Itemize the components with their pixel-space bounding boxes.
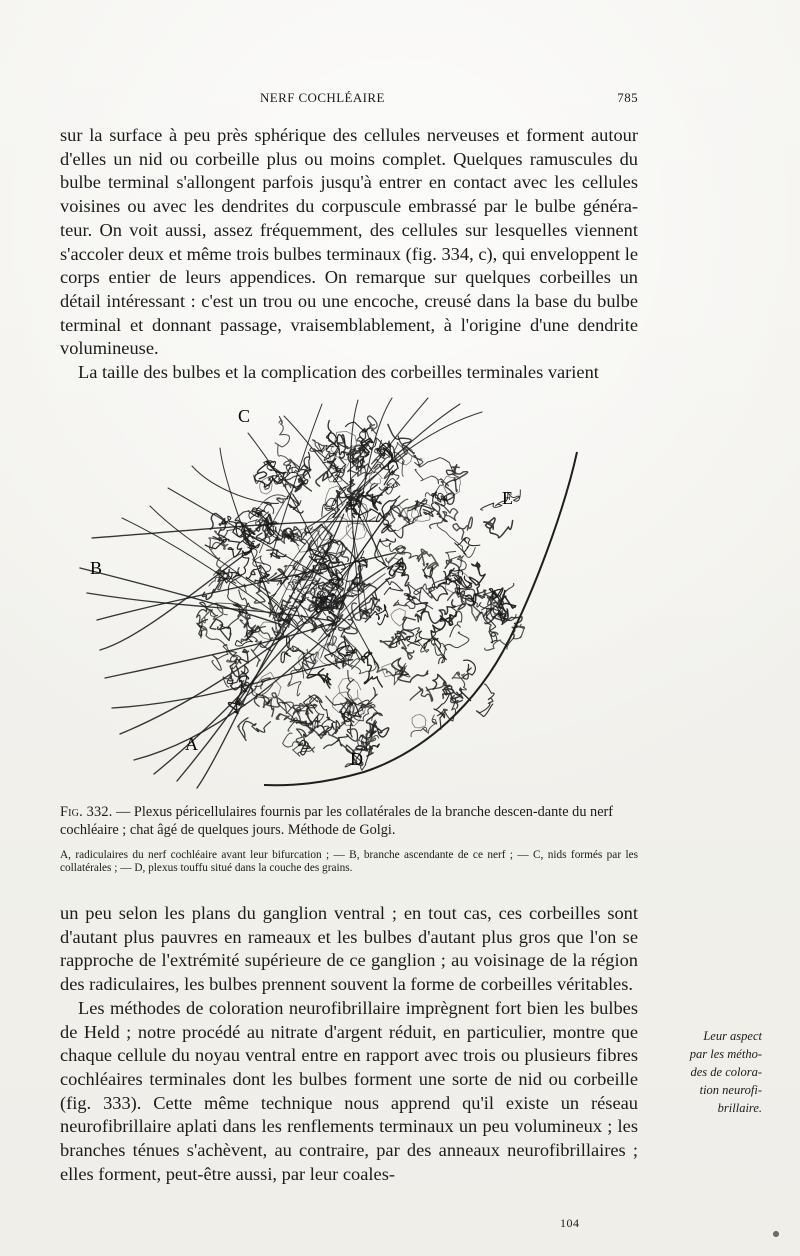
- neurite-segment: [347, 670, 369, 704]
- paragraph: La taille des bulbes et la complication des corbeilles terminales varient: [78, 362, 599, 383]
- cell-nest-outline: [382, 664, 396, 677]
- paragraph-continuation: un peu selon les plans du ganglion ventral ; en tout cas, ces corbeilles sont d'autant plus pauvres en rameaux et les bulbes d'autant plus gros que l'on se rapproche de l'extrémité supérieure de ce ganglion ; au voisinage de la région des radiculaires, les bulbes prennent souvent la forme de corbeilles véritables.: [60, 903, 638, 995]
- figure-label-c: C: [238, 406, 251, 426]
- cochlear-fiber: [192, 466, 279, 503]
- fiber-branch: [216, 603, 287, 621]
- running-title: NERF COCHLÉAIRE: [260, 90, 385, 105]
- neurite-segment: [365, 605, 388, 625]
- paragraph-continuation: sur la surface à peu près sphérique des cellules nerveuses et forment autour d'elles un nid ou corbeille plus ou moins complet. Quelques ramuscules du bulbe terminal s'allongent parfois jusqu'à entrer en contact avec les cellules voisines ou avec les dendrites du corpuscule embrassé par le bulbe généra-teur. On voit aussi, assez fréquemment, des cellules sur lesquelles viennent s'accoler deux et même trois bulbes terminaux (fig. 334, c), qui enveloppent le corps entier de leurs appendices. On remarque sur quelques corbeilles un détail intéressant : c'est un trou ou une encoche, creusé dans la base du bulbe terminal et donnant passage, vraisemblablement, à l'origine d'une dendrite volumineuse.: [60, 125, 638, 359]
- bottom-body-text: [60, 902, 638, 1186]
- neurite-segment: [367, 485, 382, 510]
- figure-label-d: D: [350, 749, 363, 769]
- figure-332: [72, 388, 602, 796]
- cochlear-fiber: [100, 544, 259, 650]
- neurite-segment: [481, 490, 521, 510]
- neurite-segment: [446, 465, 467, 492]
- neurite-segment: [359, 496, 400, 518]
- printer-signature: 104: [560, 1216, 580, 1230]
- neurite-segment: [463, 660, 475, 679]
- figure-label-a: A: [185, 734, 198, 754]
- neurite-segment: [431, 612, 457, 640]
- running-header: [260, 90, 638, 110]
- neurite-segment: [392, 658, 428, 682]
- neurite-segment: [381, 542, 405, 551]
- cochlear-fiber: [168, 488, 343, 589]
- margin-note: Leur aspect par les métho- des de colora- tion neurofi- brillaire.: [689, 1029, 762, 1115]
- figure-caption-text: — Plexus péricellulaires fournis par les collatérales de la branche descen-dante du nerf cochléaire ; chat âgé de quelques jours. Méthode de Golgi.: [60, 804, 614, 838]
- paper-speck: [770, 1228, 782, 1240]
- paragraph: Les méthodes de coloration neurofibrillaire imprègnent fort bien les bulbes de Held ; notre procédé au nitrate d'argent réduit, en particulier, montre que chaque cellule du noyau ventral entre en rapport avec trois ou plusieurs fibres cochléaires terminales dont les bulbes forment une sorte de nid ou corbeille (fig. 333). Cette même technique nous apprend qu'il existe un réseau neurofibrillaire aplati dans les renflements terminaux un peu volumineux ; les branches ténues s'achèvent, au contraire, par des anneaux neurofibrillaires ; elles forment, peut-être aussi, par leur coales-: [60, 997, 638, 1184]
- neurite-segment: [284, 459, 300, 473]
- neurite-segment: [210, 619, 231, 640]
- figure-number: Fig. 332.: [60, 804, 113, 820]
- top-body-text: [60, 124, 638, 385]
- neurite-segment: [455, 538, 480, 555]
- golgi-plexus-illustration: [72, 388, 602, 796]
- neurite-segment: [452, 672, 466, 690]
- figure-label-b: B: [90, 558, 103, 578]
- neurite-segment: [418, 549, 438, 571]
- neurite-segment: [275, 416, 289, 462]
- cell-nest-outline: [412, 715, 426, 728]
- neurite-segment: [238, 718, 271, 741]
- figure-caption: [60, 803, 638, 839]
- neurite-segment: [484, 518, 513, 538]
- cochlear-fiber: [220, 448, 281, 628]
- page-number: 785: [617, 90, 638, 105]
- cochlear-fiber: [177, 514, 344, 781]
- figure-label-e: E: [502, 488, 513, 508]
- figure-legend: A, radiculaires du nerf cochléaire avant leur bifurcation ; — B, branche ascendante de ce nerf ; — C, nids formés par les collatérales ; — D, plexus touffu situé dans la couche des grains.: [60, 849, 638, 874]
